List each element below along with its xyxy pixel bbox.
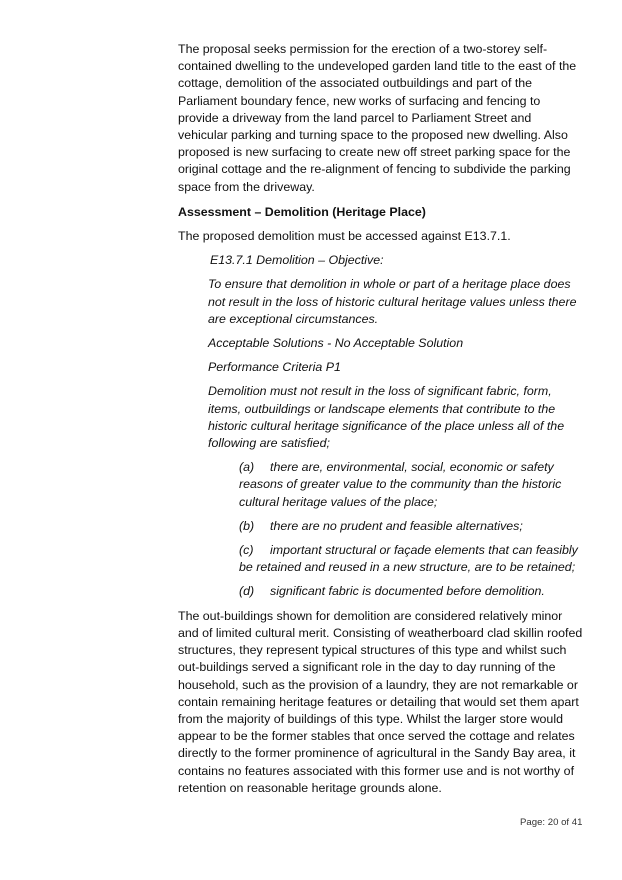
criteria-text: important structural or façade elements that can feasibly be retained and reused in a new structure, are to be retained; (239, 543, 578, 575)
criteria-text: there are, environmental, social, economic or safety reasons of greater value to the community than the historic cultural heritage values of the place; (239, 460, 562, 509)
document-body (178, 41, 583, 797)
intro-paragraph: The proposal seeks permission for the erection of a two-storey self-contained dwelling to the undeveloped garden land title to the east of the cottage, demolition of the associated outbuildings and part of the Parliament boundary fence, new works of surfacing and fencing to provide a driveway from the land parcel to Parliament Street and vehicular parking and turning space to the proposed new dwelling. Also proposed is new surfacing to create new off street parking space for the original cottage and the re-alignment of fencing to subdivide the parking space from the driveway. (178, 42, 577, 194)
performance-criteria-text: Demolition must not result in the loss of significant fabric, form, items, outbuildings or landscape elements that contribute to the historic cultural heritage significance of the place unless all of the following are satisfied; (208, 384, 565, 451)
criteria-label: (a) (239, 460, 255, 475)
page-number: Page: 20 of 41 (520, 817, 583, 828)
assessment-intro: The proposed demolition must be accessed against E13.7.1. (178, 229, 511, 244)
criteria-item (239, 459, 584, 511)
clause-block (178, 252, 583, 452)
criteria-label: (b) (239, 518, 255, 533)
criteria-text: significant fabric is documented before demolition. (270, 584, 545, 599)
criteria-label: (d) (239, 584, 255, 599)
criteria-list (178, 459, 584, 600)
criteria-item (239, 518, 584, 535)
acceptable-solutions: Acceptable Solutions - No Acceptable Solution (208, 336, 464, 351)
criteria-label: (c) (239, 543, 254, 558)
objective-text: To ensure that demolition in whole or part of a heritage place does not result in the loss of historic cultural heritage values unless there are exceptional circumstances. (208, 277, 577, 326)
section-heading: Assessment – Demolition (Heritage Place) (178, 204, 426, 219)
criteria-item (239, 583, 584, 600)
criteria-item (239, 542, 584, 576)
performance-criteria-title: Performance Criteria P1 (208, 360, 341, 375)
final-paragraph: The out-buildings shown for demolition are considered relatively minor and of limited cultural merit. Consisting of weatherboard clad skillin roofed structures, they represent typical structures of this type and whilst such out-buildings served a significant role in the day to day running of the household, such as the provision of a laundry, they are not remarkable or contain remaining heritage features or detailing that would set them apart from the majority of buildings of this type. Whilst the larger store would appear to be the former stables that once served the cottage and relates directly to the former prominence of agricultural in the Sandy Bay area, it contains no features associated with this former use and is not worthy of retention on reasonable heritage grounds alone. (178, 608, 583, 795)
objective-title: E13.7.1 Demolition – Objective: (210, 253, 384, 268)
criteria-text: there are no prudent and feasible alternatives; (270, 518, 523, 533)
